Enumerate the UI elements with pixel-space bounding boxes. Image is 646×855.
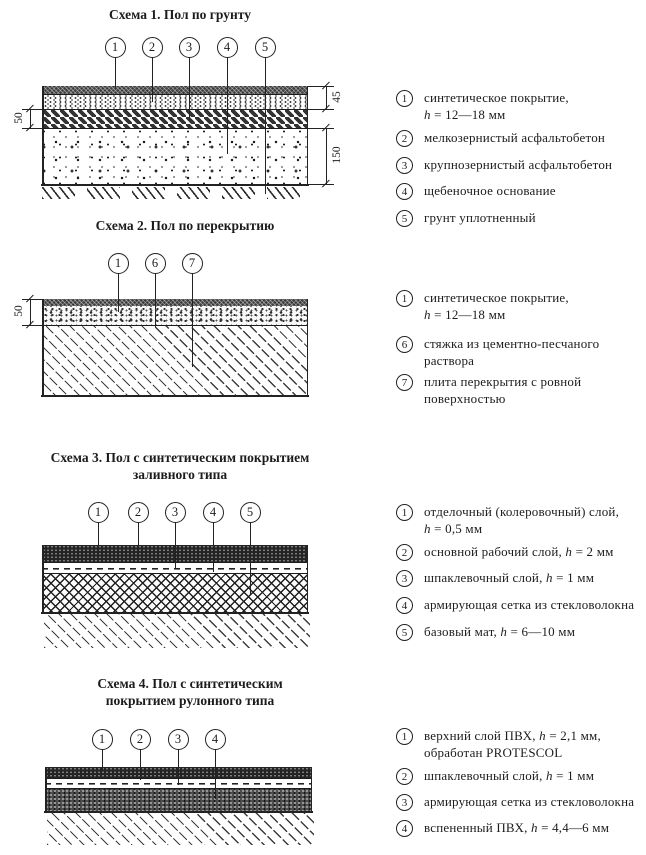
legend-number: 1: [396, 90, 413, 107]
layer-substrate-hatch: [47, 813, 314, 845]
scheme-title-line: Схема 4. Пол с синтетическим: [97, 676, 283, 691]
legend-number: 4: [396, 597, 413, 614]
legend-line: шпаклевочный слой, h = 1 мм: [424, 570, 595, 585]
scheme-title-line: Схема 2. Пол по перекрытию: [95, 218, 275, 233]
legend-line: h = 12—18 мм: [424, 106, 506, 122]
section-right-edge: [307, 545, 309, 612]
layer-floor-slab: [42, 325, 308, 395]
callout-number-1: 1: [108, 253, 129, 274]
callout-leader-line: [192, 273, 193, 367]
section-bottom-line: [41, 612, 309, 614]
legend-number: 4: [396, 820, 413, 837]
callout-number-5: 5: [240, 502, 261, 523]
dimension-label: 150: [331, 146, 343, 164]
legend-line: h = 12—18 мм: [424, 306, 506, 322]
callout-leader-line: [189, 57, 190, 120]
callout-leader-line: [175, 522, 176, 568]
section-bottom-line: [44, 811, 313, 813]
legend-line: плита перекрытия с ровной: [424, 374, 582, 389]
legend-number: 2: [396, 768, 413, 785]
legend-line: верхний слой ПВХ, h = 2,1 мм,: [424, 728, 601, 743]
dimension-label: 50: [13, 111, 25, 124]
scheme-title-line: покрытием рулонного типа: [105, 692, 275, 708]
callout-number-4: 4: [205, 729, 226, 750]
dimension-extension-line: [22, 128, 42, 129]
layer-compacted-soil: [42, 187, 312, 199]
legend-line: армирующая сетка из стекловолокна: [424, 597, 635, 612]
callout-number-2: 2: [142, 37, 163, 58]
callout-number-5: 5: [255, 37, 276, 58]
section-right-edge: [311, 767, 313, 811]
scheme-title: [30, 450, 330, 483]
callout-leader-line: [250, 522, 251, 594]
legend-item: [396, 820, 646, 837]
callout-number-4: 4: [217, 37, 238, 58]
scheme-title: [40, 676, 340, 709]
legend-item: [396, 728, 646, 761]
dimension-label: 45: [331, 90, 343, 103]
callout-number-1: 1: [105, 37, 126, 58]
section-right-edge: [307, 299, 309, 395]
legend-number: 1: [396, 504, 413, 521]
dimension-extension-line: [308, 128, 334, 129]
legend-line: шпаклевочный слой, h = 1 мм: [424, 768, 595, 783]
legend-number: 3: [396, 794, 413, 811]
layer-foamed-pvc: [45, 789, 312, 811]
layer-synthetic-coating: [42, 299, 308, 306]
legend-line: крупнозернистый асфальтобетон: [424, 157, 613, 172]
legend-line: основной рабочий слой, h = 2 мм: [424, 544, 614, 559]
layer-cement-sand-screed: [42, 306, 308, 325]
scheme-title-line: Схема 1. Пол по грунту: [108, 7, 251, 22]
section-left-edge: [42, 545, 44, 612]
callout-number-4: 4: [203, 502, 224, 523]
dimension-extension-line: [22, 325, 42, 326]
legend-number: 1: [396, 728, 413, 745]
legend-text: [424, 820, 609, 837]
legend-line: мелкозернистый асфальтобетон: [424, 130, 606, 145]
legend-number: 7: [396, 374, 413, 391]
section-left-edge: [42, 299, 44, 395]
legend-line: вспененный ПВХ, h = 4,4—6 мм: [424, 820, 610, 835]
callout-number-3: 3: [165, 502, 186, 523]
callout-leader-line: [178, 749, 179, 785]
dimension-label: 50: [13, 305, 25, 317]
dimension-extension-line: [22, 109, 42, 110]
legend-line: стяжка из цементно-песчаного: [424, 336, 600, 351]
layer-substrate-hatch: [44, 614, 310, 648]
layer-synthetic-coating: [42, 86, 308, 94]
legend-number: 5: [396, 624, 413, 641]
legend-text: [424, 728, 601, 761]
legend-line: базовый мат, h = 6—10 мм: [424, 624, 576, 639]
legend-line: h = 0,5 мм: [424, 520, 483, 536]
dimension-line: [326, 128, 327, 184]
section-left-edge: [42, 86, 44, 184]
legend-item: [396, 768, 646, 785]
callout-leader-line: [265, 57, 266, 194]
dimension-extension-line: [22, 299, 42, 300]
legend-line: грунт уплотненный: [424, 210, 536, 225]
section-bottom-line: [41, 395, 309, 397]
legend-line: синтетическое покрытие,: [424, 90, 569, 105]
callout-leader-line: [215, 749, 216, 799]
callout-leader-line: [115, 57, 116, 89]
callout-number-6: 6: [145, 253, 166, 274]
legend-number: 1: [396, 290, 413, 307]
layer-fine-grained-asphalt: [42, 94, 308, 109]
legend-line: отделочный (колеровочный) слой,: [424, 504, 620, 519]
legend-number: 3: [396, 157, 413, 174]
callout-number-1: 1: [92, 729, 113, 750]
callout-leader-line: [227, 57, 228, 154]
callout-number-2: 2: [130, 729, 151, 750]
layer-coarse-grained-asphalt: [42, 109, 308, 128]
scheme-title-line: заливного типа: [132, 466, 228, 482]
section-right-edge: [307, 86, 309, 184]
legend-line: щебеночное основание: [424, 183, 556, 198]
legend-text: [424, 794, 634, 811]
callout-number-3: 3: [179, 37, 200, 58]
legend-number: 3: [396, 570, 413, 587]
callout-number-2: 2: [128, 502, 149, 523]
callout-number-7: 7: [182, 253, 203, 274]
callout-number-3: 3: [168, 729, 189, 750]
legend-line: армирующая сетка из стекловолокна: [424, 794, 635, 809]
legend-number: 5: [396, 210, 413, 227]
scheme-title: [30, 218, 340, 235]
callout-leader-line: [138, 522, 139, 550]
legend-number: 2: [396, 544, 413, 561]
layer-base-mat: [42, 574, 308, 612]
layer-crushed-stone-base: [42, 128, 308, 184]
callout-leader-line: [213, 522, 214, 572]
legend-item: [396, 794, 646, 811]
scheme-title-line: Схема 3. Пол с синтетическим покрытием: [50, 450, 310, 465]
callout-leader-line: [152, 57, 153, 102]
legend-number: 4: [396, 183, 413, 200]
callout-leader-line: [140, 749, 141, 780]
legend-number: 2: [396, 130, 413, 147]
scheme-title: [30, 7, 330, 24]
legend-line: раствора: [424, 352, 475, 368]
section-left-edge: [45, 767, 47, 811]
callout-leader-line: [102, 749, 103, 771]
legend-text: [424, 768, 594, 785]
legend-line: обработан PROTESCOL: [424, 744, 563, 760]
legend-line: поверхностью: [424, 390, 506, 406]
dimension-extension-line: [308, 184, 334, 185]
callout-number-1: 1: [88, 502, 109, 523]
legend-line: синтетическое покрытие,: [424, 290, 569, 305]
section-bottom-line: [41, 184, 309, 186]
legend-number: 6: [396, 336, 413, 353]
callout-leader-line: [118, 273, 119, 312]
callout-leader-line: [98, 522, 99, 548]
callout-leader-line: [155, 273, 156, 327]
